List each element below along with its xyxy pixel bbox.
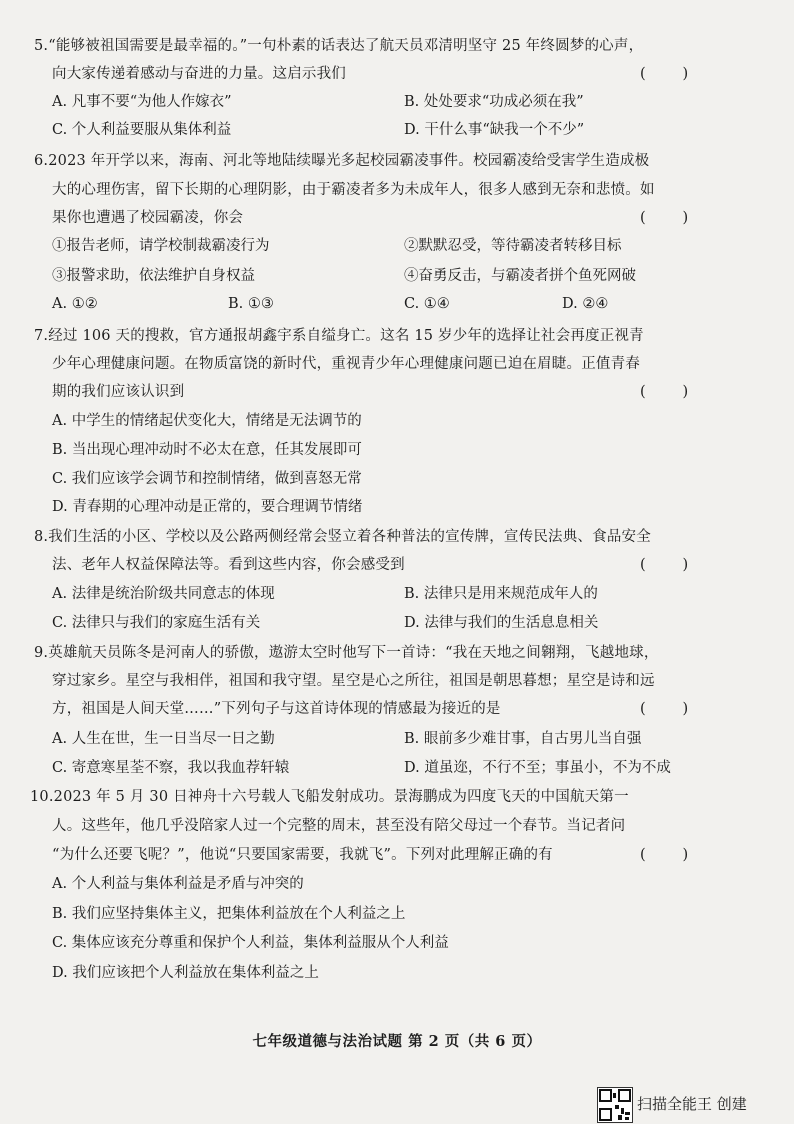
q5-answer-blank[interactable]: ( )	[640, 66, 689, 82]
q10-stem-line-1: 10.2023 年 5 月 30 日神舟十六号载人飞船发射成功。景海鹏成为四度飞天的中国航天第一	[30, 789, 629, 805]
q5-option-c: C. 个人利益要服从集体利益	[52, 122, 232, 138]
q10-option-d: D. 我们应该把个人利益放在集体利益之上	[52, 965, 319, 981]
q7-stem-line-2: 少年心理健康问题。在物质富饶的新时代，重视青少年心理健康问题已迫在眉睫。正值青春	[52, 356, 640, 372]
q7-option-b: B. 当出现心理冲动时不必太在意，任其发展即可	[52, 442, 362, 458]
q5-stem-line-1: 5.“能够被祖国需要是最幸福的。”一句朴素的话表达了航天员邓清明坚守 25 年终圆梦的心声，	[34, 38, 644, 54]
q8-stem-line-1: 8.我们生活的小区、学校以及公路两侧经常会竖立着各种普法的宣传牌，宣传民法典、食品安全	[34, 529, 651, 545]
q8-option-c: C. 法律只与我们的家庭生活有关	[52, 615, 261, 631]
q6-stem-line-2: 大的心理伤害，留下长期的心理阴影，由于霸凌者多为未成年人，很多人感到无奈和悲愤。如	[52, 182, 655, 198]
q6-stem-line-1: 6.2023 年开学以来，海南、河北等地陆续曝光多起校园霸凌事件。校园霸凌给受害学生造成极	[34, 153, 650, 169]
q7-stem-line-3: 期的我们应该认识到	[52, 384, 185, 400]
scanner-watermark-label: 扫描全能王 创建	[637, 1095, 747, 1113]
q9-stem-line-3: 方，祖国是人间天堂……”下列句子与这首诗体现的情感最为接近的是	[52, 701, 501, 717]
q6-statement-1: ①报告老师，请学校制裁霸凌行为	[52, 238, 270, 254]
q6-answer-blank[interactable]: ( )	[640, 210, 689, 226]
q8-option-a: A. 法律是统治阶级共同意志的体现	[52, 586, 275, 602]
q6-statement-3: ③报警求助，依法维护自身权益	[52, 268, 255, 284]
q10-option-b: B. 我们应坚持集体主义，把集体利益放在个人利益之上	[52, 906, 406, 922]
q6-option-b: B. ①③	[228, 296, 274, 312]
q9-option-b: B. 眼前多少难甘事，自古男儿当自强	[404, 731, 642, 747]
q7-option-c: C. 我们应该学会调节和控制情绪，做到喜怒无常	[52, 471, 362, 487]
q10-answer-blank[interactable]: ( )	[640, 847, 689, 863]
q9-option-a: A. 人生在世，生一日当尽一日之勤	[52, 731, 275, 747]
q10-option-a: A. 个人利益与集体利益是矛盾与冲突的	[52, 876, 304, 892]
q9-answer-blank[interactable]: ( )	[640, 701, 689, 717]
q10-option-c: C. 集体应该充分尊重和保护个人利益，集体利益服从个人利益	[52, 935, 449, 951]
q7-option-a: A. 中学生的情绪起伏变化大，情绪是无法调节的	[52, 413, 362, 429]
q6-option-a: A. ①②	[52, 296, 98, 312]
qr-code-icon	[597, 1087, 633, 1123]
q5-option-b: B. 处处要求“功成必须在我”	[404, 94, 584, 110]
q5-stem-line-2: 向大家传递着感动与奋进的力量。这启示我们	[52, 66, 346, 82]
q10-stem-line-2: 人。这些年，他几乎没陪家人过一个完整的周末，甚至没有陪父母过一个春节。当记者问	[52, 818, 626, 834]
q5-option-d: D. 干什么事“缺我一个不少”	[404, 122, 585, 138]
q7-answer-blank[interactable]: ( )	[640, 384, 689, 400]
q10-stem-line-3: “为什么还要飞呢？”，他说“只要国家需要，我就飞”。下列对此理解正确的有	[52, 847, 553, 863]
q7-stem-line-1: 7.经过 106 天的搜救，官方通报胡鑫宇系自缢身亡。这名 15 岁少年的选择让社会再度正视青	[34, 328, 644, 344]
q8-stem-line-2: 法、老年人权益保障法等。看到这些内容，你会感受到	[52, 557, 405, 573]
q7-option-d: D. 青春期的心理冲动是正常的，要合理调节情绪	[52, 499, 363, 515]
q8-answer-blank[interactable]: ( )	[640, 557, 689, 573]
q8-option-b: B. 法律只是用来规范成年人的	[404, 586, 598, 602]
q6-option-d: D. ②④	[562, 296, 609, 312]
q8-option-d: D. 法律与我们的生活息息相关	[404, 615, 599, 631]
q9-stem-line-1: 9.英雄航天员陈冬是河南人的骄傲，遨游太空时他写下一首诗：“我在天地之间翱翔，飞越地球，	[34, 645, 659, 661]
q6-stem-line-3: 果你也遭遇了校园霸凌，你会	[52, 210, 244, 226]
page-footer: 七年级道德与法治试题 第 2 页（共 6 页）	[252, 1033, 542, 1050]
q6-statement-2: ②默默忍受，等待霸凌者转移目标	[404, 238, 622, 254]
q6-option-c: C. ①④	[404, 296, 450, 312]
q5-option-a: A. 凡事不要“为他人作嫁衣”	[52, 94, 232, 110]
q9-stem-line-2: 穿过家乡。星空与我相伴，祖国和我守望。星空是心之所往，祖国是朝思暮想；星空是诗和远	[52, 673, 655, 689]
q6-statement-4: ④奋勇反击，与霸凌者拼个鱼死网破	[404, 268, 636, 284]
q9-option-d: D. 道虽迩，不行不至；事虽小，不为不成	[404, 760, 671, 776]
q9-option-c: C. 寄意寒星荃不察，我以我血荐轩辕	[52, 760, 290, 776]
